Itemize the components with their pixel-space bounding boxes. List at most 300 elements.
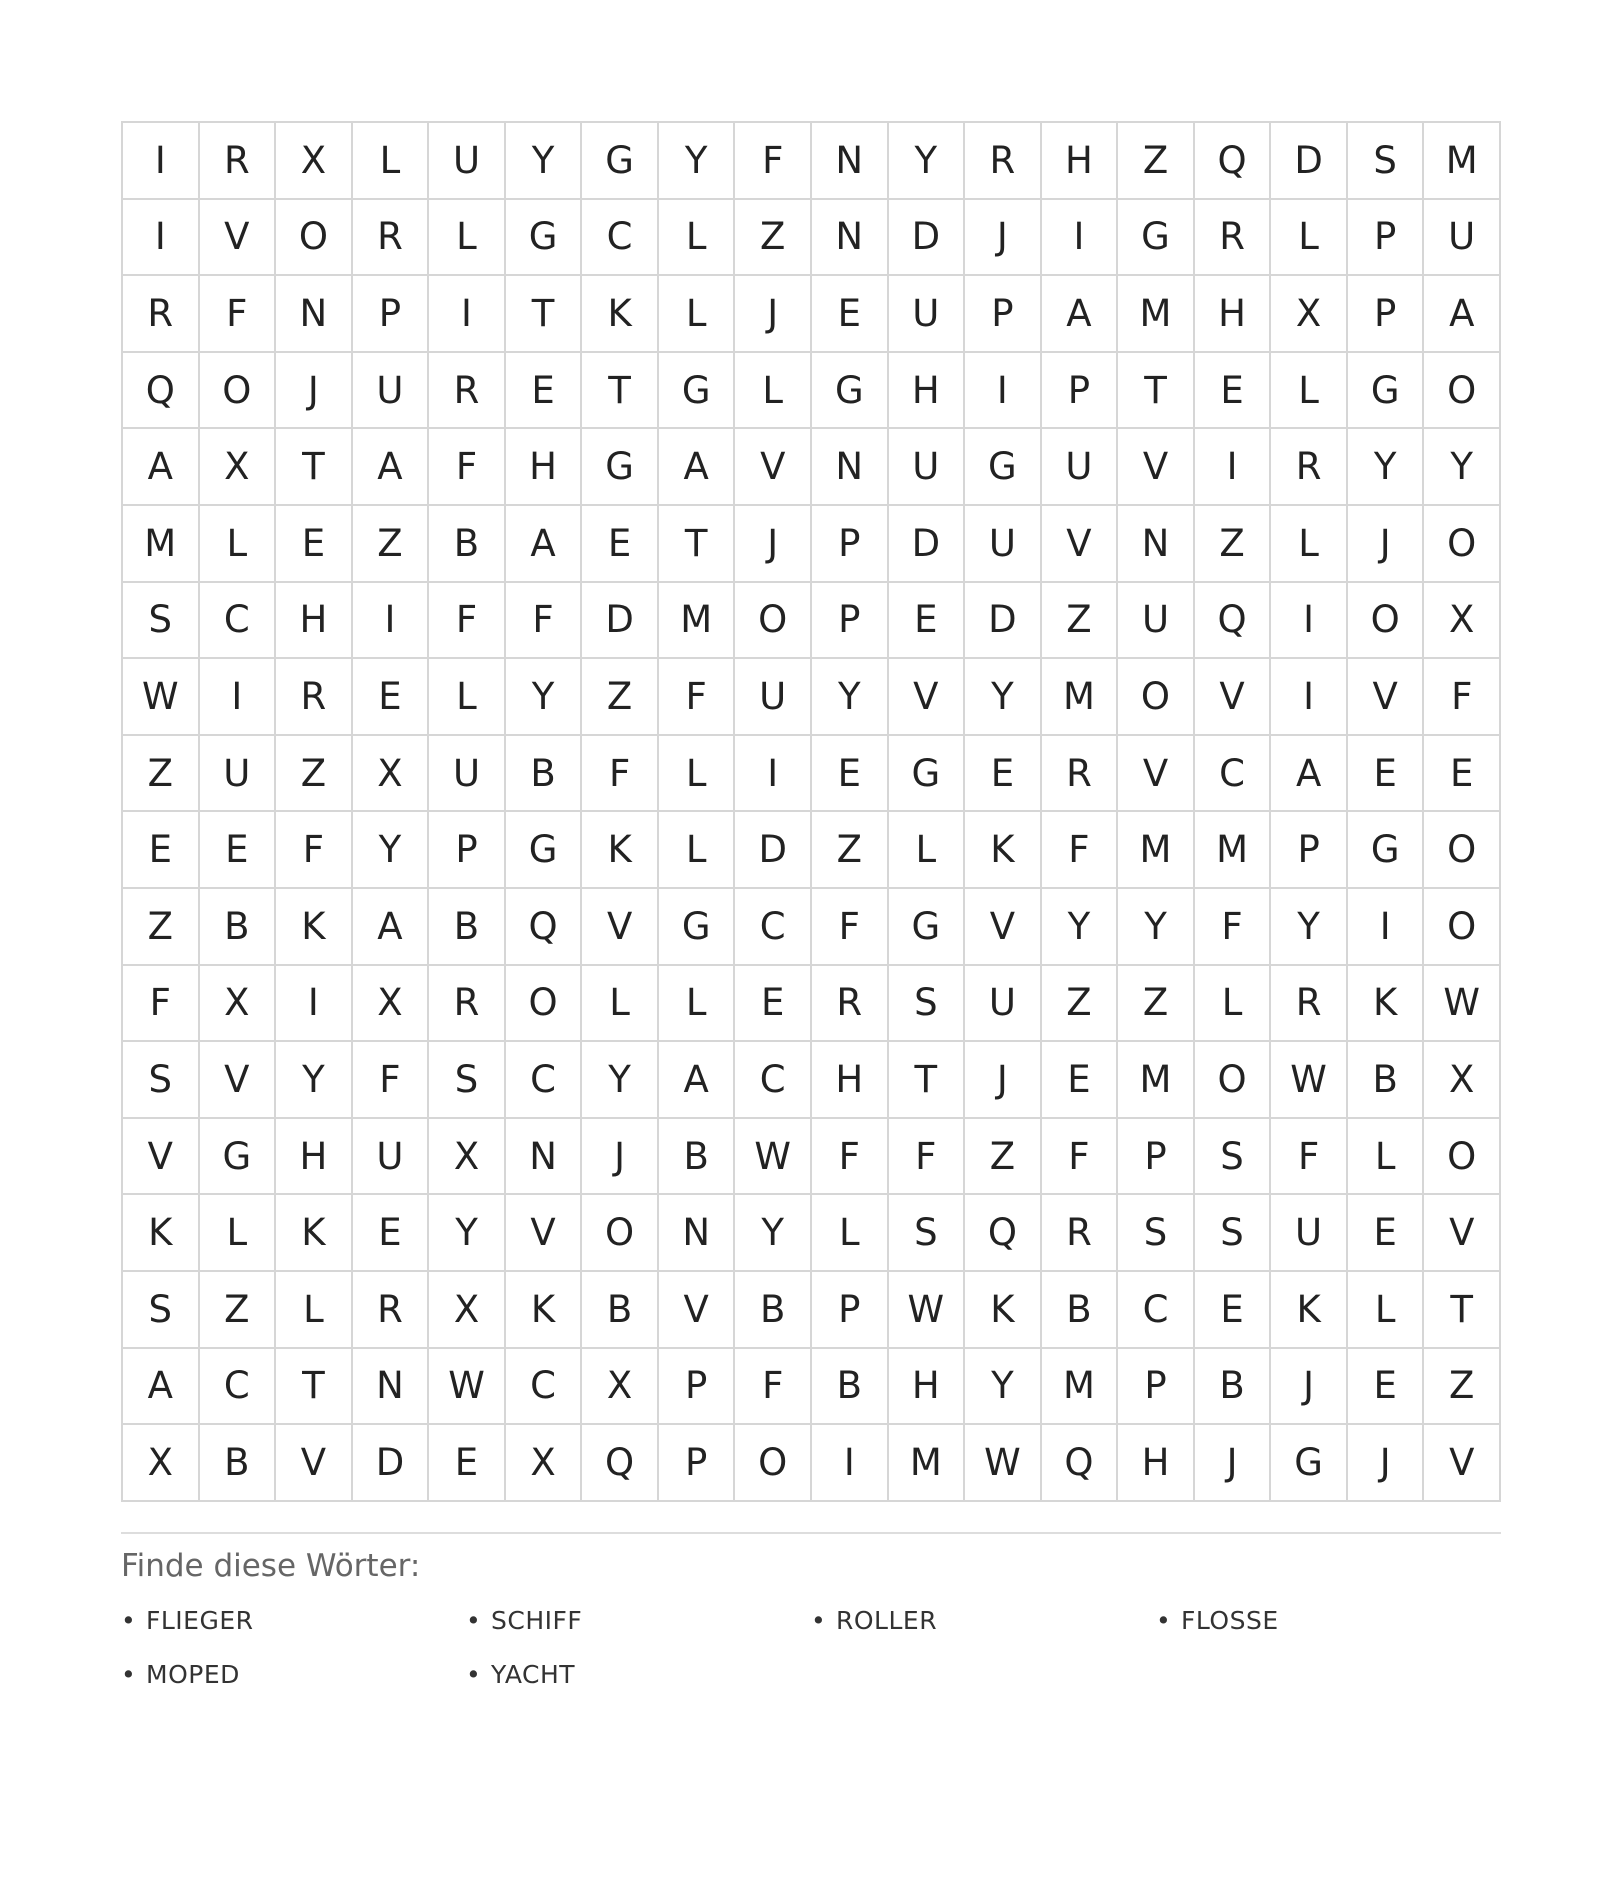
grid-cell[interactable]: S	[1195, 1195, 1272, 1272]
grid-cell[interactable]: X	[276, 123, 353, 200]
grid-cell[interactable]: A	[1271, 736, 1348, 813]
grid-cell[interactable]: E	[353, 1195, 430, 1272]
grid-cell[interactable]: O	[1348, 583, 1425, 660]
grid-cell[interactable]: V	[200, 200, 277, 277]
grid-cell[interactable]: I	[123, 200, 200, 277]
grid-cell[interactable]: U	[735, 659, 812, 736]
grid-cell[interactable]: E	[353, 659, 430, 736]
grid-cell[interactable]: K	[276, 889, 353, 966]
grid-cell[interactable]: G	[1118, 200, 1195, 277]
grid-cell[interactable]: L	[1348, 1119, 1425, 1196]
grid-cell[interactable]: E	[1424, 736, 1501, 813]
grid-cell[interactable]: V	[1195, 659, 1272, 736]
grid-cell[interactable]: G	[1271, 1425, 1348, 1502]
grid-cell[interactable]: F	[889, 1119, 966, 1196]
grid-cell[interactable]: L	[276, 1272, 353, 1349]
grid-cell[interactable]: P	[1348, 276, 1425, 353]
grid-cell[interactable]: B	[812, 1349, 889, 1426]
grid-cell[interactable]: W	[429, 1349, 506, 1426]
grid-cell[interactable]: S	[123, 1272, 200, 1349]
grid-cell[interactable]: V	[200, 1042, 277, 1119]
grid-cell[interactable]: R	[200, 123, 277, 200]
grid-cell[interactable]: N	[812, 123, 889, 200]
grid-cell[interactable]: Z	[965, 1119, 1042, 1196]
grid-cell[interactable]: B	[200, 889, 277, 966]
grid-cell[interactable]: P	[1042, 353, 1119, 430]
grid-cell[interactable]: I	[200, 659, 277, 736]
grid-cell[interactable]: J	[1348, 506, 1425, 583]
grid-cell[interactable]: P	[659, 1349, 736, 1426]
grid-cell[interactable]: J	[965, 200, 1042, 277]
grid-cell[interactable]: Y	[889, 123, 966, 200]
grid-cell[interactable]: Y	[1118, 889, 1195, 966]
grid-cell[interactable]: I	[429, 276, 506, 353]
grid-cell[interactable]: R	[812, 966, 889, 1043]
grid-cell[interactable]: E	[1348, 1195, 1425, 1272]
grid-cell[interactable]: A	[1424, 276, 1501, 353]
grid-cell[interactable]: D	[582, 583, 659, 660]
grid-cell[interactable]: F	[659, 659, 736, 736]
grid-cell[interactable]: Z	[200, 1272, 277, 1349]
grid-cell[interactable]: T	[659, 506, 736, 583]
grid-cell[interactable]: G	[812, 353, 889, 430]
grid-cell[interactable]: R	[1042, 736, 1119, 813]
grid-cell[interactable]: L	[353, 123, 430, 200]
grid-cell[interactable]: E	[123, 812, 200, 889]
grid-cell[interactable]: X	[200, 429, 277, 506]
grid-cell[interactable]: L	[1271, 200, 1348, 277]
grid-cell[interactable]: R	[1042, 1195, 1119, 1272]
grid-cell[interactable]: X	[429, 1272, 506, 1349]
grid-cell[interactable]: O	[582, 1195, 659, 1272]
grid-cell[interactable]: M	[1118, 276, 1195, 353]
grid-cell[interactable]: M	[1118, 812, 1195, 889]
grid-cell[interactable]: N	[659, 1195, 736, 1272]
grid-cell[interactable]: R	[429, 353, 506, 430]
grid-cell[interactable]: S	[1195, 1119, 1272, 1196]
grid-cell[interactable]: T	[1118, 353, 1195, 430]
grid-cell[interactable]: N	[506, 1119, 583, 1196]
grid-cell[interactable]: V	[1118, 429, 1195, 506]
grid-cell[interactable]: X	[1271, 276, 1348, 353]
grid-cell[interactable]: P	[353, 276, 430, 353]
grid-cell[interactable]: L	[812, 1195, 889, 1272]
grid-cell[interactable]: G	[659, 889, 736, 966]
grid-cell[interactable]: W	[965, 1425, 1042, 1502]
grid-cell[interactable]: G	[1348, 812, 1425, 889]
grid-cell[interactable]: S	[889, 1195, 966, 1272]
grid-cell[interactable]: O	[1424, 1119, 1501, 1196]
grid-cell[interactable]: E	[1195, 1272, 1272, 1349]
grid-cell[interactable]: X	[582, 1349, 659, 1426]
grid-cell[interactable]: X	[200, 966, 277, 1043]
grid-cell[interactable]: O	[1118, 659, 1195, 736]
grid-cell[interactable]: Z	[735, 200, 812, 277]
grid-cell[interactable]: F	[812, 1119, 889, 1196]
grid-cell[interactable]: A	[123, 1349, 200, 1426]
grid-cell[interactable]: Y	[429, 1195, 506, 1272]
grid-cell[interactable]: K	[965, 812, 1042, 889]
grid-cell[interactable]: T	[276, 1349, 353, 1426]
grid-cell[interactable]: Y	[582, 1042, 659, 1119]
grid-cell[interactable]: V	[889, 659, 966, 736]
grid-cell[interactable]: Z	[582, 659, 659, 736]
grid-cell[interactable]: J	[582, 1119, 659, 1196]
grid-cell[interactable]: I	[276, 966, 353, 1043]
grid-cell[interactable]: E	[200, 812, 277, 889]
grid-cell[interactable]: O	[735, 1425, 812, 1502]
grid-cell[interactable]: X	[123, 1425, 200, 1502]
grid-cell[interactable]: P	[1348, 200, 1425, 277]
grid-cell[interactable]: U	[429, 123, 506, 200]
grid-cell[interactable]: Z	[812, 812, 889, 889]
grid-cell[interactable]: Z	[1042, 583, 1119, 660]
grid-cell[interactable]: F	[429, 429, 506, 506]
grid-cell[interactable]: Y	[506, 659, 583, 736]
grid-cell[interactable]: E	[889, 583, 966, 660]
grid-cell[interactable]: N	[812, 429, 889, 506]
grid-cell[interactable]: K	[582, 812, 659, 889]
grid-cell[interactable]: F	[123, 966, 200, 1043]
grid-cell[interactable]: G	[582, 429, 659, 506]
grid-cell[interactable]: E	[1348, 736, 1425, 813]
grid-cell[interactable]: C	[582, 200, 659, 277]
grid-cell[interactable]: K	[582, 276, 659, 353]
grid-cell[interactable]: A	[353, 889, 430, 966]
grid-cell[interactable]: A	[659, 1042, 736, 1119]
grid-cell[interactable]: T	[506, 276, 583, 353]
grid-cell[interactable]: E	[965, 736, 1042, 813]
grid-cell[interactable]: L	[1195, 966, 1272, 1043]
grid-cell[interactable]: P	[812, 506, 889, 583]
grid-cell[interactable]: E	[1042, 1042, 1119, 1119]
grid-cell[interactable]: Y	[1424, 429, 1501, 506]
grid-cell[interactable]: B	[429, 506, 506, 583]
grid-cell[interactable]: I	[1271, 659, 1348, 736]
grid-cell[interactable]: J	[965, 1042, 1042, 1119]
grid-cell[interactable]: H	[276, 583, 353, 660]
grid-cell[interactable]: O	[735, 583, 812, 660]
grid-cell[interactable]: R	[429, 966, 506, 1043]
grid-cell[interactable]: G	[506, 200, 583, 277]
grid-cell[interactable]: O	[200, 353, 277, 430]
grid-cell[interactable]: D	[889, 200, 966, 277]
grid-cell[interactable]: X	[506, 1425, 583, 1502]
grid-cell[interactable]: Q	[965, 1195, 1042, 1272]
grid-cell[interactable]: B	[1042, 1272, 1119, 1349]
grid-cell[interactable]: R	[353, 1272, 430, 1349]
grid-cell[interactable]: F	[200, 276, 277, 353]
grid-cell[interactable]: N	[812, 200, 889, 277]
grid-cell[interactable]: Z	[1042, 966, 1119, 1043]
grid-cell[interactable]: R	[1271, 429, 1348, 506]
grid-cell[interactable]: F	[812, 889, 889, 966]
grid-cell[interactable]: I	[1348, 889, 1425, 966]
grid-cell[interactable]: V	[1424, 1195, 1501, 1272]
grid-cell[interactable]: M	[1195, 812, 1272, 889]
grid-cell[interactable]: Q	[506, 889, 583, 966]
grid-cell[interactable]: I	[123, 123, 200, 200]
grid-cell[interactable]: E	[429, 1425, 506, 1502]
grid-cell[interactable]: C	[735, 1042, 812, 1119]
grid-cell[interactable]: P	[1118, 1119, 1195, 1196]
grid-cell[interactable]: L	[429, 200, 506, 277]
grid-cell[interactable]: B	[429, 889, 506, 966]
grid-cell[interactable]: I	[735, 736, 812, 813]
grid-cell[interactable]: E	[1195, 353, 1272, 430]
grid-cell[interactable]: L	[1271, 506, 1348, 583]
grid-cell[interactable]: U	[1118, 583, 1195, 660]
grid-cell[interactable]: F	[735, 1349, 812, 1426]
grid-cell[interactable]: G	[889, 736, 966, 813]
grid-cell[interactable]: J	[1271, 1349, 1348, 1426]
grid-cell[interactable]: I	[353, 583, 430, 660]
grid-cell[interactable]: Z	[1424, 1349, 1501, 1426]
grid-cell[interactable]: U	[353, 353, 430, 430]
grid-cell[interactable]: W	[889, 1272, 966, 1349]
grid-cell[interactable]: M	[1118, 1042, 1195, 1119]
grid-cell[interactable]: D	[965, 583, 1042, 660]
grid-cell[interactable]: P	[812, 583, 889, 660]
grid-cell[interactable]: B	[582, 1272, 659, 1349]
grid-cell[interactable]: N	[1118, 506, 1195, 583]
grid-cell[interactable]: V	[735, 429, 812, 506]
grid-cell[interactable]: P	[1118, 1349, 1195, 1426]
grid-cell[interactable]: H	[506, 429, 583, 506]
grid-cell[interactable]: O	[1195, 1042, 1272, 1119]
grid-cell[interactable]: U	[965, 506, 1042, 583]
grid-cell[interactable]: U	[965, 966, 1042, 1043]
grid-cell[interactable]: V	[659, 1272, 736, 1349]
grid-cell[interactable]: A	[506, 506, 583, 583]
grid-cell[interactable]: E	[582, 506, 659, 583]
grid-cell[interactable]: S	[1118, 1195, 1195, 1272]
grid-cell[interactable]: J	[1348, 1425, 1425, 1502]
grid-cell[interactable]: M	[1424, 123, 1501, 200]
grid-cell[interactable]: M	[1042, 659, 1119, 736]
grid-cell[interactable]: F	[1195, 889, 1272, 966]
grid-cell[interactable]: L	[200, 506, 277, 583]
grid-cell[interactable]: H	[1195, 276, 1272, 353]
grid-cell[interactable]: U	[353, 1119, 430, 1196]
grid-cell[interactable]: J	[735, 276, 812, 353]
grid-cell[interactable]: A	[353, 429, 430, 506]
grid-cell[interactable]: Z	[123, 889, 200, 966]
grid-cell[interactable]: R	[276, 659, 353, 736]
grid-cell[interactable]: F	[1271, 1119, 1348, 1196]
grid-cell[interactable]: F	[735, 123, 812, 200]
grid-cell[interactable]: Y	[659, 123, 736, 200]
grid-cell[interactable]: G	[582, 123, 659, 200]
grid-cell[interactable]: T	[276, 429, 353, 506]
grid-cell[interactable]: F	[1042, 812, 1119, 889]
grid-cell[interactable]: R	[1195, 200, 1272, 277]
grid-cell[interactable]: F	[1424, 659, 1501, 736]
grid-cell[interactable]: Q	[1042, 1425, 1119, 1502]
grid-cell[interactable]: L	[1348, 1272, 1425, 1349]
grid-cell[interactable]: E	[276, 506, 353, 583]
grid-cell[interactable]: M	[123, 506, 200, 583]
grid-cell[interactable]: Y	[1271, 889, 1348, 966]
grid-cell[interactable]: Y	[506, 123, 583, 200]
grid-cell[interactable]: K	[1348, 966, 1425, 1043]
grid-cell[interactable]: Q	[1195, 123, 1272, 200]
grid-cell[interactable]: L	[659, 736, 736, 813]
grid-cell[interactable]: X	[353, 736, 430, 813]
grid-cell[interactable]: C	[506, 1349, 583, 1426]
grid-cell[interactable]: E	[735, 966, 812, 1043]
grid-cell[interactable]: G	[1348, 353, 1425, 430]
grid-cell[interactable]: F	[1042, 1119, 1119, 1196]
grid-cell[interactable]: V	[582, 889, 659, 966]
grid-cell[interactable]: Y	[735, 1195, 812, 1272]
grid-cell[interactable]: G	[506, 812, 583, 889]
grid-cell[interactable]: K	[123, 1195, 200, 1272]
grid-cell[interactable]: R	[1271, 966, 1348, 1043]
grid-cell[interactable]: H	[276, 1119, 353, 1196]
grid-cell[interactable]: Q	[582, 1425, 659, 1502]
grid-cell[interactable]: K	[1271, 1272, 1348, 1349]
grid-cell[interactable]: W	[123, 659, 200, 736]
grid-cell[interactable]: L	[659, 812, 736, 889]
grid-cell[interactable]: B	[1195, 1349, 1272, 1426]
grid-cell[interactable]: G	[889, 889, 966, 966]
grid-cell[interactable]: G	[200, 1119, 277, 1196]
grid-cell[interactable]: O	[1424, 889, 1501, 966]
grid-cell[interactable]: B	[506, 736, 583, 813]
grid-cell[interactable]: I	[1042, 200, 1119, 277]
grid-cell[interactable]: V	[1042, 506, 1119, 583]
grid-cell[interactable]: D	[1271, 123, 1348, 200]
grid-cell[interactable]: R	[123, 276, 200, 353]
grid-cell[interactable]: H	[889, 1349, 966, 1426]
grid-cell[interactable]: I	[812, 1425, 889, 1502]
grid-cell[interactable]: X	[429, 1119, 506, 1196]
grid-cell[interactable]: V	[965, 889, 1042, 966]
grid-cell[interactable]: S	[123, 1042, 200, 1119]
grid-cell[interactable]: B	[735, 1272, 812, 1349]
grid-cell[interactable]: Y	[276, 1042, 353, 1119]
grid-cell[interactable]: E	[1348, 1349, 1425, 1426]
grid-cell[interactable]: F	[429, 583, 506, 660]
grid-cell[interactable]: K	[276, 1195, 353, 1272]
grid-cell[interactable]: T	[889, 1042, 966, 1119]
grid-cell[interactable]: R	[353, 200, 430, 277]
grid-cell[interactable]: O	[276, 200, 353, 277]
grid-cell[interactable]: V	[1348, 659, 1425, 736]
grid-cell[interactable]: N	[353, 1349, 430, 1426]
grid-cell[interactable]: I	[1271, 583, 1348, 660]
grid-cell[interactable]: D	[353, 1425, 430, 1502]
grid-cell[interactable]: B	[200, 1425, 277, 1502]
grid-cell[interactable]: L	[889, 812, 966, 889]
grid-cell[interactable]: Y	[1348, 429, 1425, 506]
grid-cell[interactable]: A	[659, 429, 736, 506]
grid-cell[interactable]: Y	[812, 659, 889, 736]
grid-cell[interactable]: Z	[123, 736, 200, 813]
grid-cell[interactable]: P	[659, 1425, 736, 1502]
grid-cell[interactable]: P	[965, 276, 1042, 353]
grid-cell[interactable]: M	[659, 583, 736, 660]
grid-cell[interactable]: H	[1042, 123, 1119, 200]
grid-cell[interactable]: V	[1424, 1425, 1501, 1502]
grid-cell[interactable]: D	[735, 812, 812, 889]
grid-cell[interactable]: Z	[353, 506, 430, 583]
grid-cell[interactable]: L	[582, 966, 659, 1043]
grid-cell[interactable]: Y	[353, 812, 430, 889]
grid-cell[interactable]: U	[1271, 1195, 1348, 1272]
grid-cell[interactable]: O	[1424, 812, 1501, 889]
grid-cell[interactable]: M	[889, 1425, 966, 1502]
grid-cell[interactable]: C	[200, 583, 277, 660]
grid-cell[interactable]: Q	[123, 353, 200, 430]
grid-cell[interactable]: O	[506, 966, 583, 1043]
grid-cell[interactable]: Z	[1118, 123, 1195, 200]
grid-cell[interactable]: R	[965, 123, 1042, 200]
grid-cell[interactable]: V	[506, 1195, 583, 1272]
grid-cell[interactable]: J	[735, 506, 812, 583]
grid-cell[interactable]: H	[812, 1042, 889, 1119]
grid-cell[interactable]: U	[889, 276, 966, 353]
grid-cell[interactable]: K	[506, 1272, 583, 1349]
grid-cell[interactable]: P	[812, 1272, 889, 1349]
grid-cell[interactable]: V	[1118, 736, 1195, 813]
grid-cell[interactable]: L	[200, 1195, 277, 1272]
grid-cell[interactable]: E	[506, 353, 583, 430]
grid-cell[interactable]: H	[1118, 1425, 1195, 1502]
grid-cell[interactable]: C	[1195, 736, 1272, 813]
grid-cell[interactable]: V	[123, 1119, 200, 1196]
grid-cell[interactable]: Z	[1118, 966, 1195, 1043]
grid-cell[interactable]: L	[735, 353, 812, 430]
grid-cell[interactable]: O	[1424, 506, 1501, 583]
grid-cell[interactable]: C	[735, 889, 812, 966]
grid-cell[interactable]: U	[200, 736, 277, 813]
grid-cell[interactable]: U	[889, 429, 966, 506]
grid-cell[interactable]: J	[276, 353, 353, 430]
grid-cell[interactable]: W	[1424, 966, 1501, 1043]
grid-cell[interactable]: U	[1042, 429, 1119, 506]
grid-cell[interactable]: M	[1042, 1349, 1119, 1426]
grid-cell[interactable]: W	[735, 1119, 812, 1196]
grid-cell[interactable]: Y	[965, 1349, 1042, 1426]
grid-cell[interactable]: B	[1348, 1042, 1425, 1119]
grid-cell[interactable]: L	[659, 200, 736, 277]
grid-cell[interactable]: A	[1042, 276, 1119, 353]
grid-cell[interactable]: E	[812, 736, 889, 813]
grid-cell[interactable]: J	[1195, 1425, 1272, 1502]
grid-cell[interactable]: I	[965, 353, 1042, 430]
grid-cell[interactable]: F	[582, 736, 659, 813]
grid-cell[interactable]: E	[812, 276, 889, 353]
grid-cell[interactable]: F	[353, 1042, 430, 1119]
grid-cell[interactable]: O	[1424, 353, 1501, 430]
grid-cell[interactable]: L	[659, 276, 736, 353]
grid-cell[interactable]: G	[659, 353, 736, 430]
grid-cell[interactable]: X	[1424, 1042, 1501, 1119]
grid-cell[interactable]: C	[200, 1349, 277, 1426]
grid-cell[interactable]: T	[582, 353, 659, 430]
grid-cell[interactable]: C	[1118, 1272, 1195, 1349]
grid-cell[interactable]: Z	[276, 736, 353, 813]
grid-cell[interactable]: L	[659, 966, 736, 1043]
grid-cell[interactable]: D	[889, 506, 966, 583]
grid-cell[interactable]: Y	[1042, 889, 1119, 966]
grid-cell[interactable]: K	[965, 1272, 1042, 1349]
grid-cell[interactable]: W	[1271, 1042, 1348, 1119]
grid-cell[interactable]: X	[1424, 583, 1501, 660]
grid-cell[interactable]: P	[429, 812, 506, 889]
